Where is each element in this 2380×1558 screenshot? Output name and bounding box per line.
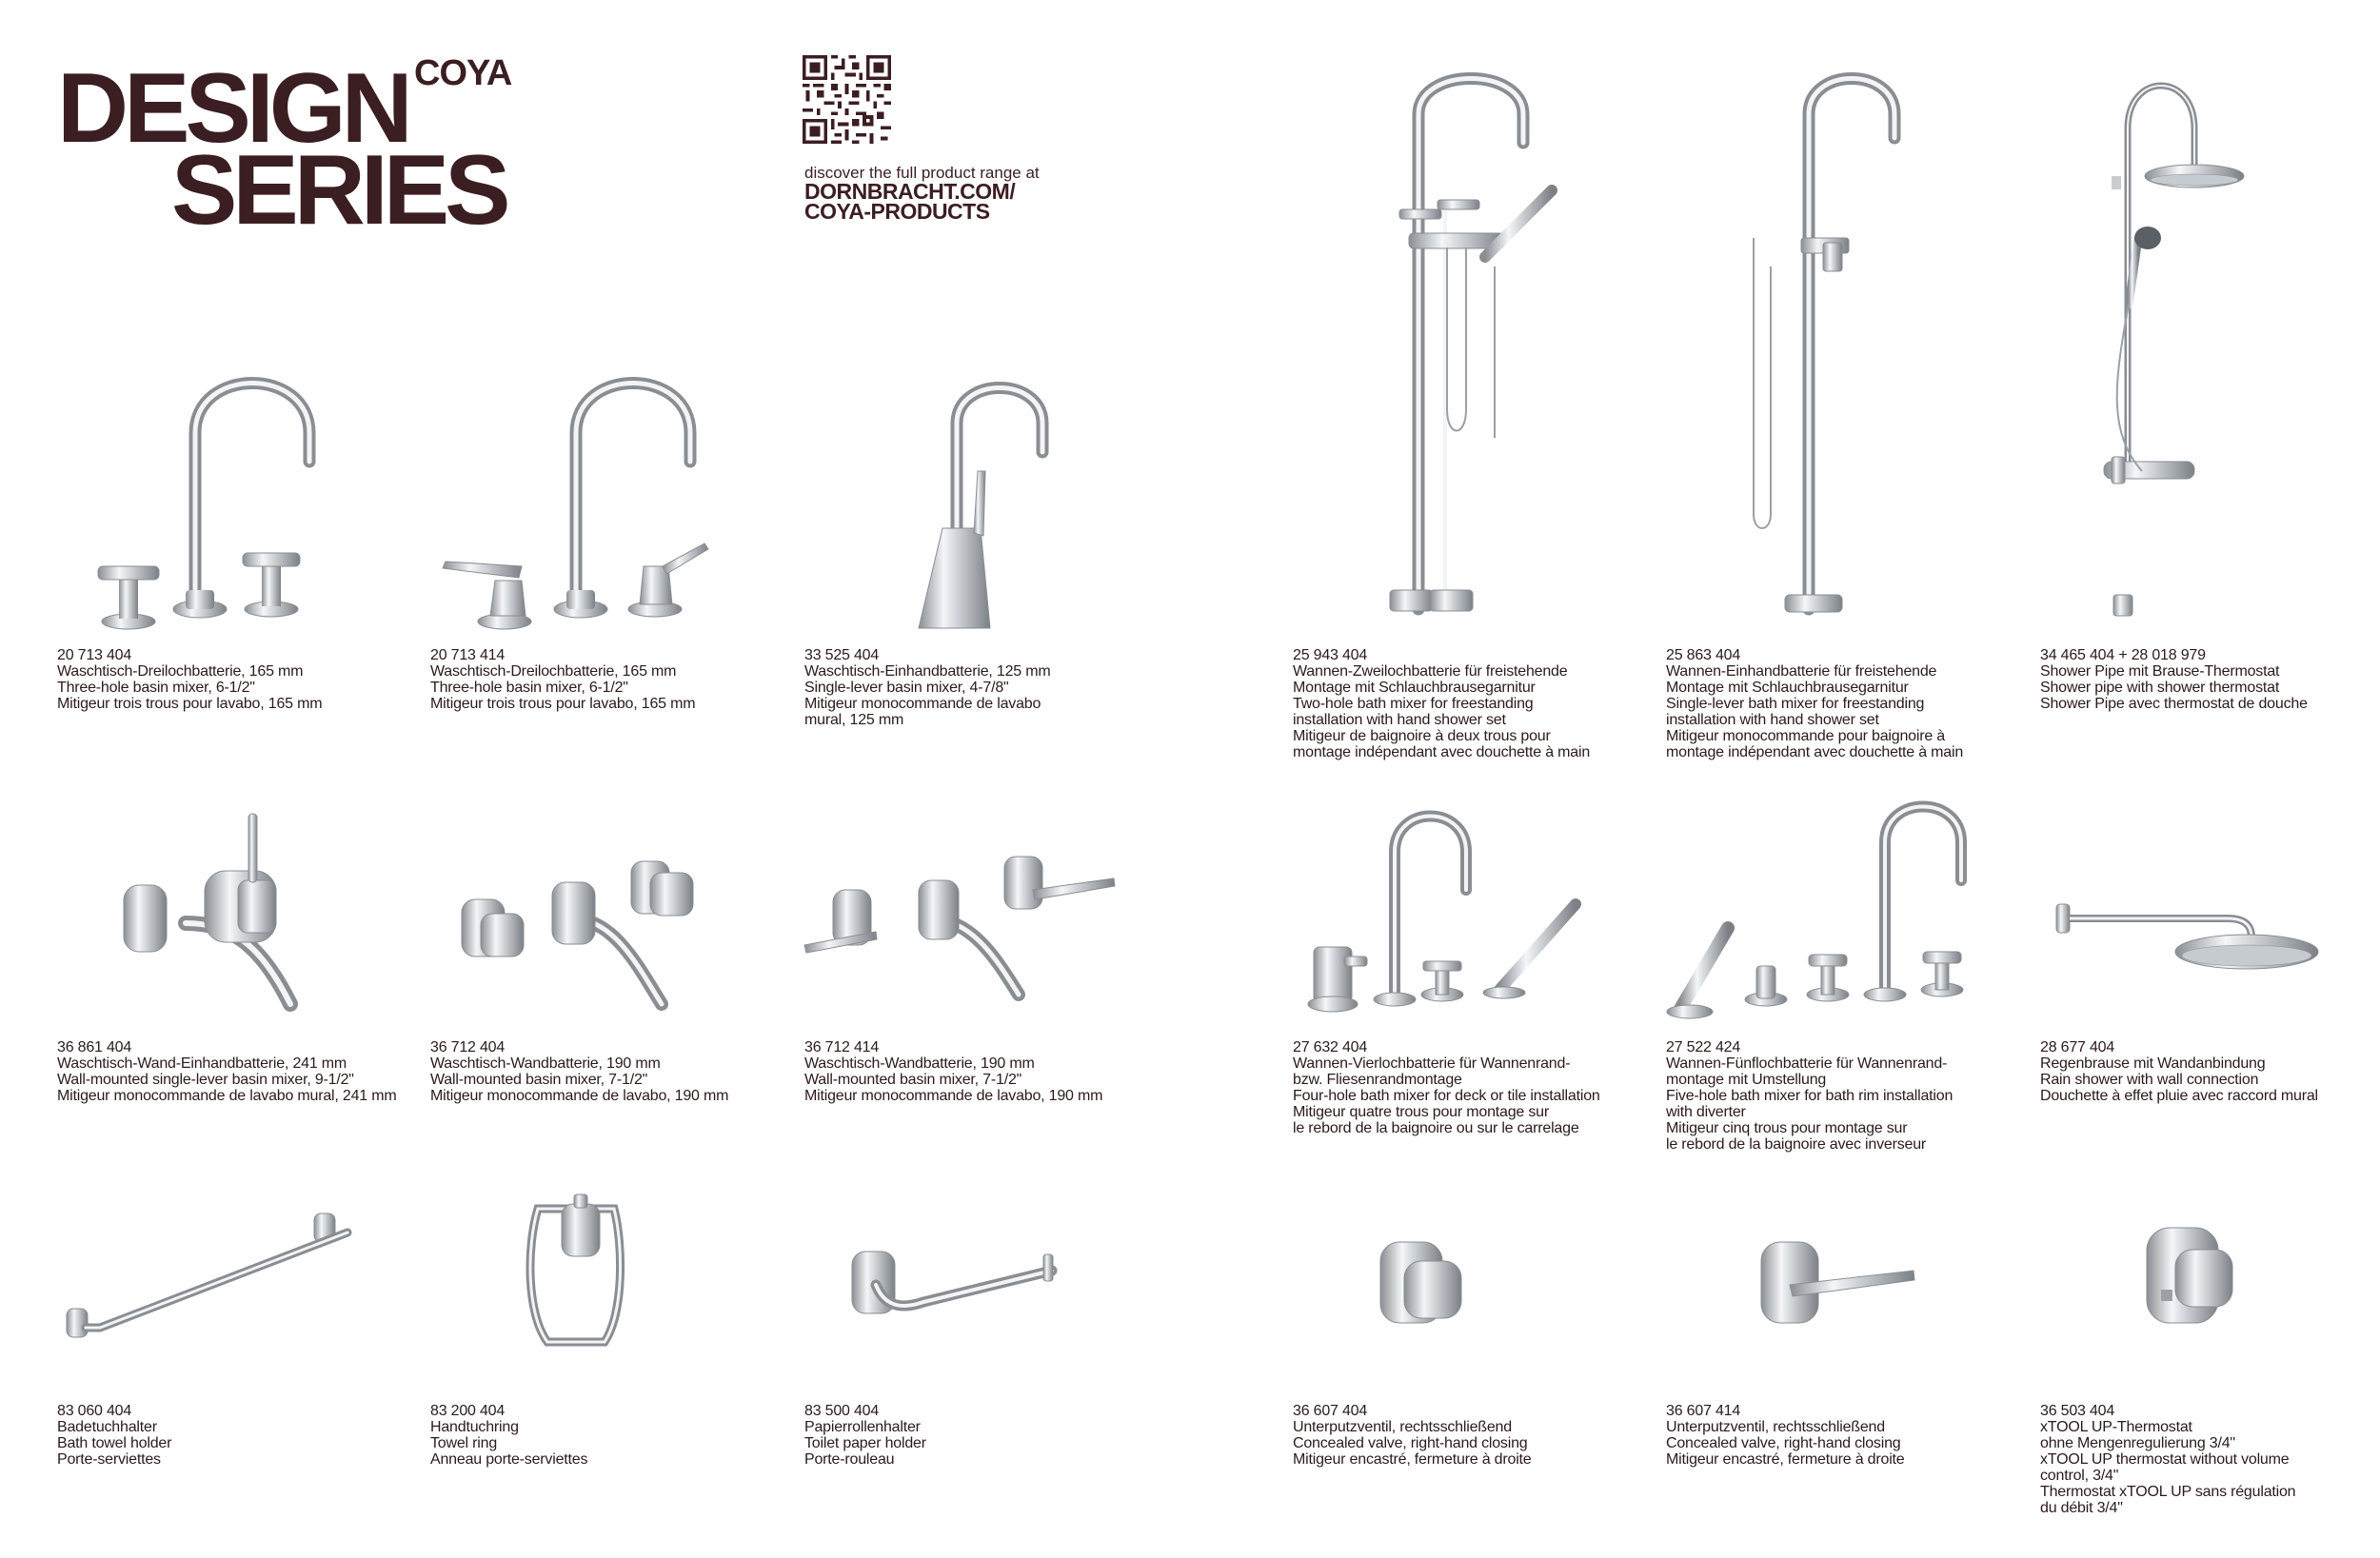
product-image-25863404 bbox=[1733, 76, 1923, 619]
product-code: 83 060 404 bbox=[57, 1403, 132, 1419]
product-line: Shower Pipe avec thermostat de douche bbox=[2040, 696, 2308, 712]
caption-20713404 bbox=[57, 647, 438, 712]
product-line: Towel ring bbox=[430, 1435, 498, 1451]
caption-20713414 bbox=[430, 647, 811, 712]
product-line: Concealed valve, right-hand closing bbox=[1293, 1435, 1528, 1451]
product-image-36503404 bbox=[2142, 1223, 2247, 1328]
product-line: Mitigeur quatre trous pour montage sur bbox=[1293, 1104, 1549, 1120]
product-line: Mitigeur encastré, fermeture à droite bbox=[1666, 1451, 1905, 1468]
product-line: Handtuchring bbox=[430, 1419, 519, 1435]
product-line: Douchette à effet pluie avec raccord mural bbox=[2040, 1088, 2318, 1104]
product-image-36861404 bbox=[119, 814, 328, 1018]
product-line: montage indépendant avec douchette à main bbox=[1666, 744, 1964, 760]
product-line: Single-lever bath mixer for freestanding bbox=[1666, 696, 1925, 712]
product-line: Wannen-Vierlochbatterie für Wannenrand- bbox=[1293, 1055, 1571, 1072]
product-line: Waschtisch-Dreilochbatterie, 165 mm bbox=[430, 663, 677, 680]
product-code: 25 943 404 bbox=[1293, 647, 1368, 663]
caption-83060404 bbox=[57, 1403, 438, 1468]
product-line: du débit 3/4" bbox=[2040, 1500, 2123, 1516]
product-code: 83 500 404 bbox=[804, 1403, 880, 1419]
product-line: Four-hole bath mixer for deck or tile installation bbox=[1293, 1088, 1600, 1104]
qr-code-icon[interactable] bbox=[803, 55, 891, 144]
product-code: 28 677 404 bbox=[2040, 1039, 2115, 1055]
product-line: Montage mit Schlauchbrausegarnitur bbox=[1293, 680, 1536, 696]
product-line: Anneau porte-serviettes bbox=[430, 1451, 588, 1468]
product-line: Waschtisch-Dreilochbatterie, 165 mm bbox=[57, 663, 304, 680]
caption-83500404 bbox=[804, 1403, 1185, 1468]
product-line: Three-hole basin mixer, 6-1/2" bbox=[430, 680, 628, 696]
product-code: 33 525 404 bbox=[804, 647, 880, 663]
product-line: control, 3/4" bbox=[2040, 1468, 2119, 1484]
product-line: le rebord de la baignoire ou sur le carrelage bbox=[1293, 1120, 1579, 1136]
product-image-20713414 bbox=[438, 366, 714, 633]
product-line: Mitigeur monocommande de lavabo, 190 mm bbox=[430, 1088, 729, 1104]
product-image-83500404 bbox=[847, 1247, 1061, 1323]
caption-36503404 bbox=[2040, 1403, 2380, 1516]
product-line: Mitigeur monocommande pour baignoire à bbox=[1666, 728, 1946, 744]
product-image-33525404 bbox=[909, 376, 1061, 638]
product-line: installation with hand shower set bbox=[1293, 712, 1506, 728]
product-line: Mitigeur monocommande de lavabo mural, 241 mm bbox=[57, 1088, 397, 1104]
caption-27522424 bbox=[1666, 1039, 2047, 1153]
product-code: 27 632 404 bbox=[1293, 1039, 1368, 1055]
product-line: montage mit Umstellung bbox=[1666, 1072, 1827, 1088]
product-image-27522424 bbox=[1671, 795, 1975, 1023]
page-title-series: SERIES bbox=[171, 135, 506, 246]
product-image-83060404 bbox=[62, 1204, 367, 1347]
caption-27632404 bbox=[1293, 1039, 1674, 1136]
product-code: 83 200 404 bbox=[430, 1403, 506, 1419]
product-line: with diverter bbox=[1666, 1104, 1746, 1120]
caption-25863404 bbox=[1666, 647, 2047, 760]
product-line: Papierrollenhalter bbox=[804, 1419, 921, 1435]
product-line: ohne Mengenregulierung 3/4" bbox=[2040, 1435, 2235, 1451]
product-line: Porte-serviettes bbox=[57, 1451, 161, 1468]
caption-36607414 bbox=[1666, 1403, 2047, 1468]
product-image-27632404 bbox=[1304, 804, 1590, 1018]
product-image-36712414 bbox=[804, 852, 1119, 1009]
product-line: xTOOL UP-Thermostat bbox=[2040, 1419, 2192, 1435]
caption-36861404 bbox=[57, 1039, 438, 1104]
product-line: Unterputzventil, rechtsschließend bbox=[1293, 1419, 1512, 1435]
product-line: Mitigeur monocommande de lavabo bbox=[804, 696, 1041, 712]
product-line: Regenbrause mit Wandanbindung bbox=[2040, 1055, 2266, 1072]
product-line: Mitigeur monocommande de lavabo, 190 mm bbox=[804, 1088, 1103, 1104]
product-url-line1[interactable]: DORNBRACHT.COM/ bbox=[804, 179, 1016, 204]
product-line: Unterputzventil, rechtsschließend bbox=[1666, 1419, 1885, 1435]
product-image-20713404 bbox=[90, 366, 328, 633]
product-code: 36 503 404 bbox=[2040, 1403, 2115, 1419]
product-code: 36 861 404 bbox=[57, 1039, 132, 1055]
product-line: Three-hole basin mixer, 6-1/2" bbox=[57, 680, 255, 696]
product-image-28677404 bbox=[2056, 895, 2318, 999]
product-image-25943404 bbox=[1342, 76, 1571, 619]
brand-name: COYA bbox=[414, 53, 512, 93]
product-line: Waschtisch-Wandbatterie, 190 mm bbox=[804, 1055, 1035, 1072]
product-line: bzw. Fliesenrandmontage bbox=[1293, 1072, 1462, 1088]
product-image-36607414 bbox=[1756, 1237, 1918, 1332]
product-line: Mitigeur de baignoire à deux trous pour bbox=[1293, 728, 1551, 744]
product-line: Shower Pipe mit Brause-Thermostat bbox=[2040, 663, 2280, 680]
product-line: Mitigeur cinq trous pour montage sur bbox=[1666, 1120, 1908, 1136]
product-url-line2[interactable]: COYA-PRODUCTS bbox=[804, 199, 990, 224]
product-line: xTOOL UP thermostat without volume bbox=[2040, 1451, 2290, 1468]
product-code: 36 712 414 bbox=[804, 1039, 880, 1055]
product-code: 36 607 404 bbox=[1293, 1403, 1368, 1419]
discover-text: discover the full product range at bbox=[804, 164, 1040, 182]
caption-36712414 bbox=[804, 1039, 1185, 1104]
page-title-design: DESIGN bbox=[57, 53, 408, 164]
product-line: Wall-mounted basin mixer, 7-1/2" bbox=[430, 1072, 648, 1088]
caption-36607404 bbox=[1293, 1403, 1674, 1468]
caption-28677404 bbox=[2040, 1039, 2380, 1104]
caption-34465404 bbox=[2040, 647, 2380, 712]
product-code: 36 712 404 bbox=[430, 1039, 506, 1055]
product-line: Wannen-Fünflochbatterie für Wannenrand- bbox=[1666, 1055, 1948, 1072]
product-line: Toilet paper holder bbox=[804, 1435, 926, 1451]
product-image-36607404 bbox=[1376, 1237, 1471, 1332]
product-line: Single-lever basin mixer, 4-7/8" bbox=[804, 680, 1009, 696]
caption-25943404 bbox=[1293, 647, 1674, 760]
product-code: 20 713 414 bbox=[430, 647, 506, 663]
product-line: Porte-rouleau bbox=[804, 1451, 895, 1468]
product-line: Rain shower with wall connection bbox=[2040, 1072, 2259, 1088]
product-image-34465404 bbox=[2104, 71, 2256, 623]
product-line: Thermostat xTOOL UP sans régulation bbox=[2040, 1484, 2296, 1500]
product-line: Mitigeur trois trous pour lavabo, 165 mm bbox=[430, 696, 696, 712]
product-line: Bath towel holder bbox=[57, 1435, 172, 1451]
product-line: installation with hand shower set bbox=[1666, 712, 1879, 728]
product-line: Waschtisch-Wandbatterie, 190 mm bbox=[430, 1055, 661, 1072]
product-image-83200404 bbox=[519, 1190, 633, 1351]
product-code: 27 522 424 bbox=[1666, 1039, 1741, 1055]
product-line: Two-hole bath mixer for freestanding bbox=[1293, 696, 1534, 712]
product-line: Mitigeur trois trous pour lavabo, 165 mm bbox=[57, 696, 323, 712]
product-line: Waschtisch-Wand-Einhandbatterie, 241 mm bbox=[57, 1055, 347, 1072]
product-line: Concealed valve, right-hand closing bbox=[1666, 1435, 1901, 1451]
product-line: Wannen-Einhandbatterie für freistehende bbox=[1666, 663, 1937, 680]
caption-83200404 bbox=[430, 1403, 811, 1468]
product-line: Montage mit Schlauchbrausegarnitur bbox=[1666, 680, 1909, 696]
product-line: Waschtisch-Einhandbatterie, 125 mm bbox=[804, 663, 1051, 680]
product-image-36712404 bbox=[462, 861, 709, 1018]
product-line: Mitigeur encastré, fermeture à droite bbox=[1293, 1451, 1532, 1468]
product-code: 25 863 404 bbox=[1666, 647, 1741, 663]
product-line: Wannen-Zweilochbatterie für freistehende bbox=[1293, 663, 1568, 680]
product-line: mural, 125 mm bbox=[804, 712, 904, 728]
product-line: montage indépendant avec douchette à main bbox=[1293, 744, 1591, 760]
product-line: Five-hole bath mixer for bath rim installation bbox=[1666, 1088, 1954, 1104]
product-code: 36 607 414 bbox=[1666, 1403, 1741, 1419]
caption-33525404 bbox=[804, 647, 1185, 728]
product-code: 34 465 404 + 28 018 979 bbox=[2040, 647, 2206, 663]
product-code: 20 713 404 bbox=[57, 647, 132, 663]
product-line: le rebord de la baignoire avec inverseur bbox=[1666, 1136, 1927, 1153]
product-line: Shower pipe with shower thermostat bbox=[2040, 680, 2280, 696]
caption-36712404 bbox=[430, 1039, 811, 1104]
product-line: Wall-mounted single-lever basin mixer, 9-1/2" bbox=[57, 1072, 354, 1088]
product-line: Wall-mounted basin mixer, 7-1/2" bbox=[804, 1072, 1022, 1088]
product-line: Badetuchhalter bbox=[57, 1419, 157, 1435]
